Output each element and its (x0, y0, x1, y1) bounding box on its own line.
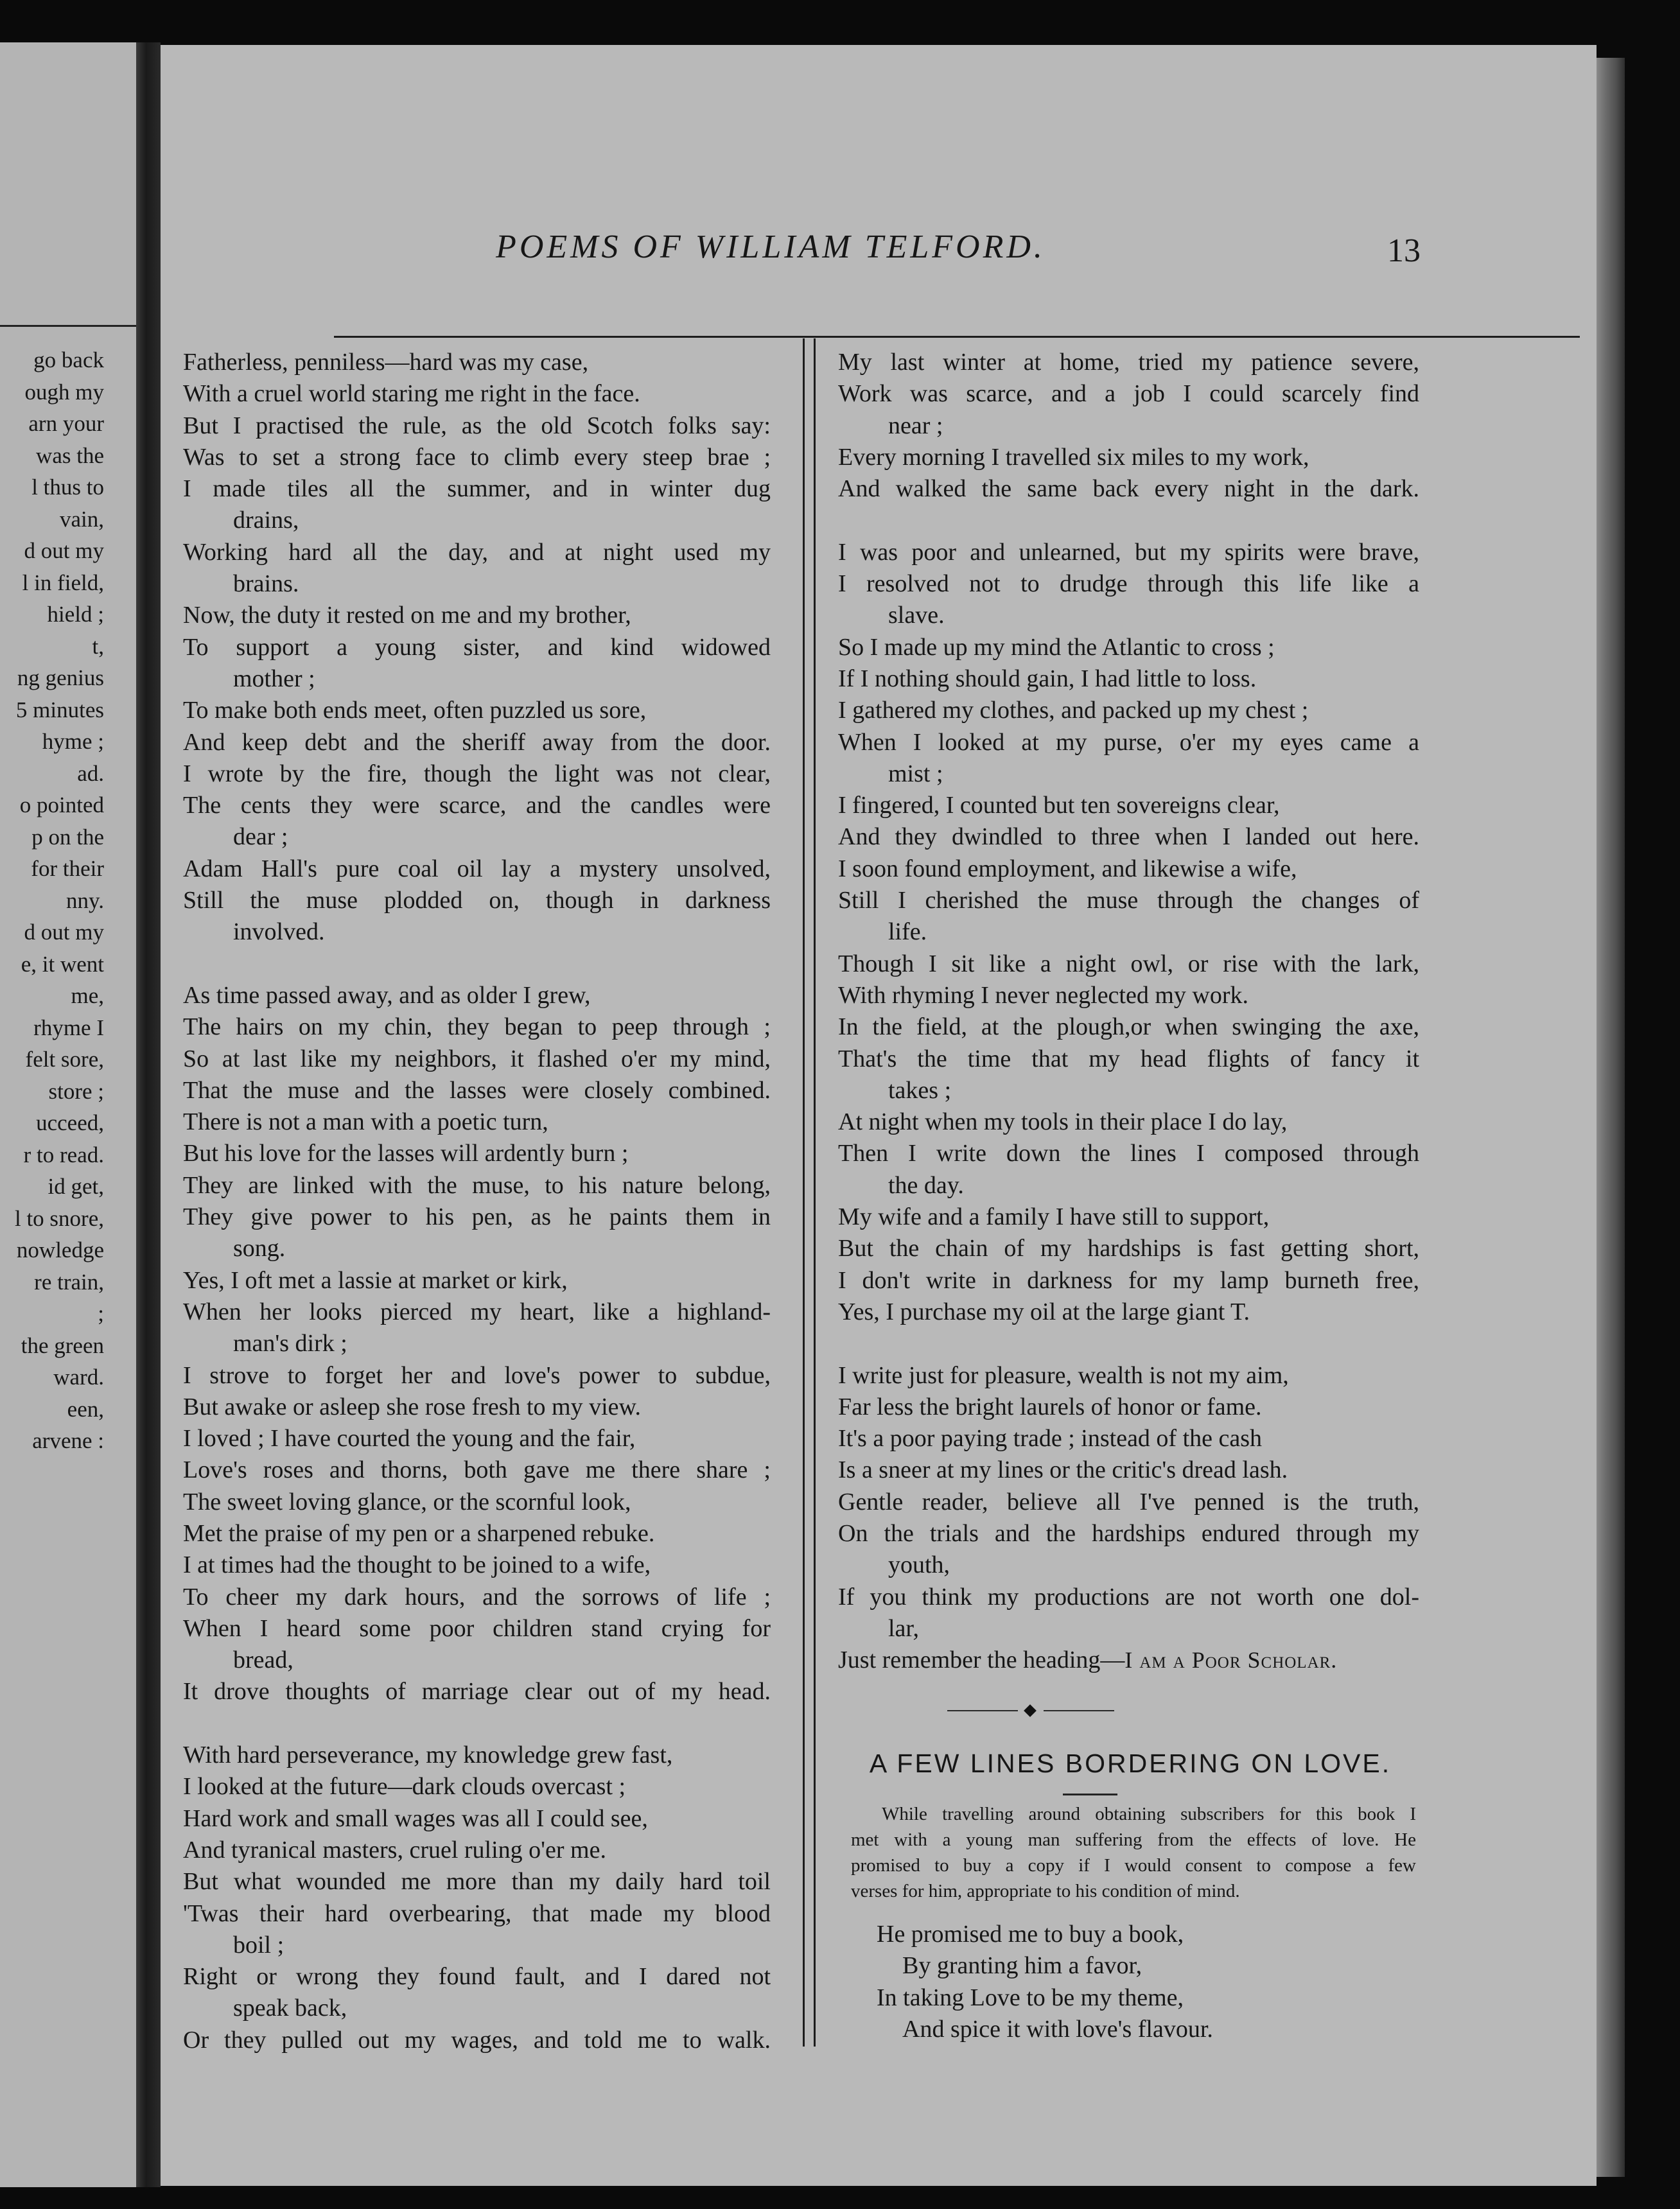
facing-page-line: store ; (48, 1078, 104, 1104)
poem-line: I soon found employment, and likewise a wife, (838, 855, 1297, 882)
poem-line: I fingered, I counted but ten sovereigns clear, (838, 792, 1280, 819)
facing-page-line: d out my (24, 920, 104, 945)
poem-line: To make both ends meet, often puzzled us sore, (183, 697, 647, 724)
facing-page-line: ward. (53, 1365, 104, 1390)
stanza-line: By granting him a favor, (902, 1952, 1142, 1980)
header-rule (334, 336, 1580, 338)
stanza-break (183, 1708, 771, 1740)
poem-line: slave. (888, 602, 945, 629)
poem-line: That the muse and the lasses were closely combined. (183, 1076, 771, 1104)
stanza-line: In taking Love to be my theme, (877, 1984, 1184, 2011)
facing-page-line: ucceed, (36, 1110, 104, 1135)
poem-line: Was to set a strong face to climb every steep brae ; (183, 443, 771, 471)
running-head (161, 228, 1597, 286)
poem-line: drains, (233, 507, 299, 534)
poem-line: On the trials and the hardships endured through my (838, 1519, 1419, 1547)
facing-page-line: the green (21, 1332, 104, 1358)
facing-page-line: 5 minutes (15, 697, 104, 722)
poem-line: But awake or asleep she rose fresh to my view. (183, 1393, 641, 1420)
facing-page-line: was the (36, 442, 104, 468)
poem-line: takes ; (888, 1076, 952, 1104)
poem-line: Adam Hall's pure coal oil lay a mystery unsolved, (183, 855, 771, 882)
facing-page-line: rhyme I (33, 1015, 104, 1040)
poem-line: mist ; (888, 760, 943, 787)
facing-page-line: r to read. (23, 1142, 104, 1167)
poem-line: brains. (233, 570, 299, 598)
poem-line: youth, (888, 1551, 950, 1579)
poem-line: Still I cherished the muse through the changes of (838, 887, 1419, 914)
facing-page-line: arn your (28, 411, 104, 436)
poem-line: Far less the bright laurels of honor or fame. (838, 1393, 1262, 1420)
poem-line: 'Twas their hard overbearing, that made my blood (183, 1899, 771, 1927)
facing-page-line: nny. (66, 887, 104, 913)
poem-line: life. (888, 918, 927, 946)
facing-page-line: l in field, (22, 570, 104, 595)
facing-page-line: l thus to (31, 475, 104, 500)
column-divider (803, 338, 816, 2047)
stanza-break (838, 505, 1419, 536)
poem-line: speak back, (233, 1995, 347, 2022)
poem-line: Or they pulled out my wages, and told me to walk. (183, 2026, 771, 2054)
section-ornament (947, 1706, 1114, 1715)
poem-line: Then I write down the lines I composed through (838, 1140, 1419, 1167)
poem-line: When her looks pierced my heart, like a highland- (183, 1298, 771, 1325)
facing-page-text (0, 344, 104, 1457)
stanza-break (838, 1328, 1419, 1359)
poem-line: Still the muse plodded on, though in darkness (183, 887, 771, 914)
poem-line: But the chain of my hardships is fast getting short, (838, 1235, 1419, 1262)
poem-line: My wife and a family I have still to support, (838, 1203, 1270, 1231)
poem-line: involved. (233, 918, 325, 946)
poem-line: dear ; (233, 823, 288, 851)
facing-page-line: go back (33, 347, 104, 372)
facing-page-line: vain, (59, 506, 104, 532)
poem-line: But I practised the rule, as the old Scotch folks say: (183, 412, 771, 439)
poem-line: the day. (888, 1171, 964, 1199)
poem-line: My last winter at home, tried my patience severe, (838, 349, 1419, 376)
poem-line: At night when my tools in their place I do lay, (838, 1108, 1288, 1136)
stanza-line: He promised me to buy a book, (877, 1921, 1184, 1948)
poem-line (838, 1645, 1419, 1676)
facing-page-line: hyme ; (42, 729, 104, 754)
poem-line: Is a sneer at my lines or the critic's dread lash. (838, 1456, 1288, 1484)
poem-line: They are linked with the muse, to his nature belong, (183, 1171, 771, 1199)
poem-line: As time passed away, and as older I grew, (183, 981, 591, 1009)
poem-line: It drove thoughts of marriage clear out of my head. (183, 1678, 771, 1706)
facing-page-line: hield ; (47, 602, 104, 627)
poem-line: And walked the same back every night in the dark. (838, 475, 1419, 503)
poem-line: boil ; (233, 1931, 284, 1959)
poem-line: But what wounded me more than my daily hard toil (183, 1868, 771, 1896)
facing-page-line: ; (98, 1301, 104, 1326)
book-page (161, 45, 1597, 2186)
poem-line: Gentle reader, believe all I've penned is the truth, (838, 1488, 1419, 1515)
left-column (183, 347, 771, 2056)
poem-line: song. (233, 1235, 286, 1262)
facing-page-line: ough my (24, 379, 104, 405)
poem-line: Work was scarce, and a job I could scarcely find (838, 380, 1419, 408)
poem-line: If you think my productions are not worth one dol- (838, 1583, 1419, 1611)
poem-line: Met the praise of my pen or a sharpened rebuke. (183, 1519, 655, 1547)
poem-line: To support a young sister, and kind widowed (183, 633, 771, 661)
poem-line: And keep debt and the sheriff away from the door. (183, 728, 771, 756)
facing-page-line: ng genius (17, 665, 104, 690)
facing-page (0, 42, 136, 2187)
poem-line: Fatherless, penniless—hard was my case, (183, 349, 589, 376)
closing-heading: I am a Poor Scholar. (1124, 1647, 1338, 1673)
intro-line: While travelling around obtaining subscribers for this book I (882, 1804, 1416, 1824)
book-gutter (136, 42, 161, 2187)
poem-line: And they dwindled to three when I landed out here. (838, 823, 1419, 851)
stanza-line: And spice it with love's flavour. (902, 2015, 1213, 2043)
poem-line: The sweet loving glance, or the scornful look, (183, 1488, 631, 1515)
poem-line: Every morning I travelled six miles to my work, (838, 443, 1309, 471)
facing-page-line: re train, (34, 1269, 104, 1295)
facing-page-line: p on the (31, 824, 104, 850)
poem-line: With rhyming I never neglected my work. (838, 981, 1249, 1009)
poem-line: Yes, I purchase my oil at the large giant T. (838, 1298, 1250, 1325)
facing-page-line: ad. (77, 760, 104, 786)
facing-page-line: nowledge (16, 1237, 104, 1262)
right-column (838, 347, 1419, 1676)
section-rule (1063, 1794, 1117, 1795)
facing-page-rule (0, 325, 136, 327)
poem-line: Right or wrong they found fault, and I dared not (183, 1963, 771, 1991)
poem-line: I made tiles all the summer, and in winter dug (183, 475, 771, 503)
poem-line: With a cruel world staring me right in the face. (183, 380, 640, 408)
poem-line: The cents they were scarce, and the candles were (183, 792, 771, 819)
poem-line: I wrote by the fire, though the light was not clear, (183, 760, 771, 787)
poem-line: To cheer my dark hours, and the sorrows of life ; (183, 1583, 771, 1611)
poem-line: But his love for the lasses will ardently burn ; (183, 1140, 629, 1167)
facing-page-line: l to snore, (14, 1205, 104, 1231)
poem-line: Yes, I oft met a lassie at market or kirk, (183, 1266, 568, 1294)
poem-line: When I looked at my purse, o'er my eyes came a (838, 728, 1419, 756)
poem-line: In the field, at the plough,or when swinging the axe, (838, 1013, 1419, 1041)
poem-line: The hairs on my chin, they began to peep through ; (183, 1013, 771, 1041)
facing-page-line: me, (71, 983, 104, 1008)
facing-page-line: for their (31, 856, 104, 881)
poem-line: I strove to forget her and love's power to subdue, (183, 1361, 771, 1389)
poem-line: I resolved not to drudge through this life like a (838, 570, 1419, 598)
section-title: A FEW LINES BORDERING ON LOVE. (869, 1749, 1392, 1778)
poem-line: If I nothing should gain, I had little to loss. (838, 665, 1257, 692)
poem-line: Love's roses and thorns, both gave me there share ; (183, 1456, 771, 1484)
facing-page-line: o pointed (19, 792, 104, 817)
poem-line: lar, (888, 1614, 920, 1642)
facing-page-line: t, (92, 633, 104, 659)
poem-line: I don't write in darkness for my lamp burneth free, (838, 1266, 1419, 1294)
poem-line: near ; (888, 412, 943, 439)
facing-page-line: id get, (48, 1174, 104, 1199)
poem-line: I looked at the future—dark clouds overcast ; (183, 1773, 626, 1801)
poem-line: They give power to his pen, as he paints them in (183, 1203, 771, 1231)
poem-line: I at times had the thought to be joined to a wife, (183, 1551, 651, 1579)
poem-line: When I heard some poor children stand crying for (183, 1614, 771, 1642)
poem-line: I gathered my clothes, and packed up my chest ; (838, 697, 1309, 724)
poem-line: I was poor and unlearned, but my spirits were brave, (838, 538, 1419, 566)
poem-line: mother ; (233, 665, 315, 692)
poem-line: I write just for pleasure, wealth is not my aim, (838, 1361, 1289, 1389)
facing-page-line: e, it went (21, 951, 104, 977)
intro-line: verses for him, appropriate to his condition of mind. (851, 1881, 1240, 1901)
facing-page-line: arvene : (32, 1428, 104, 1453)
poem-line: Hard work and small wages was all I could see, (183, 1804, 648, 1832)
poem-line: With hard perseverance, my knowledge grew fast, (183, 1742, 673, 1769)
page-number: 13 (1387, 232, 1421, 269)
poem-line: bread, (233, 1646, 293, 1674)
diamond-icon (1024, 1704, 1037, 1717)
poem-line: So I made up my mind the Atlantic to cross ; (838, 633, 1275, 661)
poem-line: So at last like my neighbors, it flashed o'er my mind, (183, 1045, 771, 1072)
poem-stanza (877, 1919, 1390, 2045)
poem-line: And tyranical masters, cruel ruling o'er me. (183, 1836, 606, 1864)
poem-line: Now, the duty it rested on me and my brother, (183, 602, 631, 629)
poem-line: man's dirk ; (233, 1330, 347, 1358)
facing-page-line: d out my (24, 538, 104, 563)
running-title: POEMS OF WILLIAM TELFORD. (496, 229, 1046, 265)
facing-page-line: felt sore, (25, 1047, 104, 1072)
poem-line-text: Just remember the heading— (838, 1646, 1125, 1674)
facing-page-line: een, (67, 1396, 104, 1422)
poem-line: I loved ; I have courted the young and the fair, (183, 1425, 636, 1453)
stanza-break (183, 948, 771, 980)
intro-line: promised to buy a copy if I would consent to compose a few (851, 1855, 1416, 1876)
section-intro (851, 1801, 1416, 1904)
intro-line: met with a young man suffering from the effects of love. He (851, 1829, 1416, 1850)
poem-line: It's a poor paying trade ; instead of the cash (838, 1425, 1263, 1453)
page-edges (1597, 58, 1625, 2177)
poem-line: Though I sit like a night owl, or rise with the lark, (838, 950, 1419, 977)
poem-line: There is not a man with a poetic turn, (183, 1108, 548, 1136)
poem-line: That's the time that my head flights of fancy it (838, 1045, 1419, 1072)
poem-line: Working hard all the day, and at night used my (183, 538, 771, 566)
